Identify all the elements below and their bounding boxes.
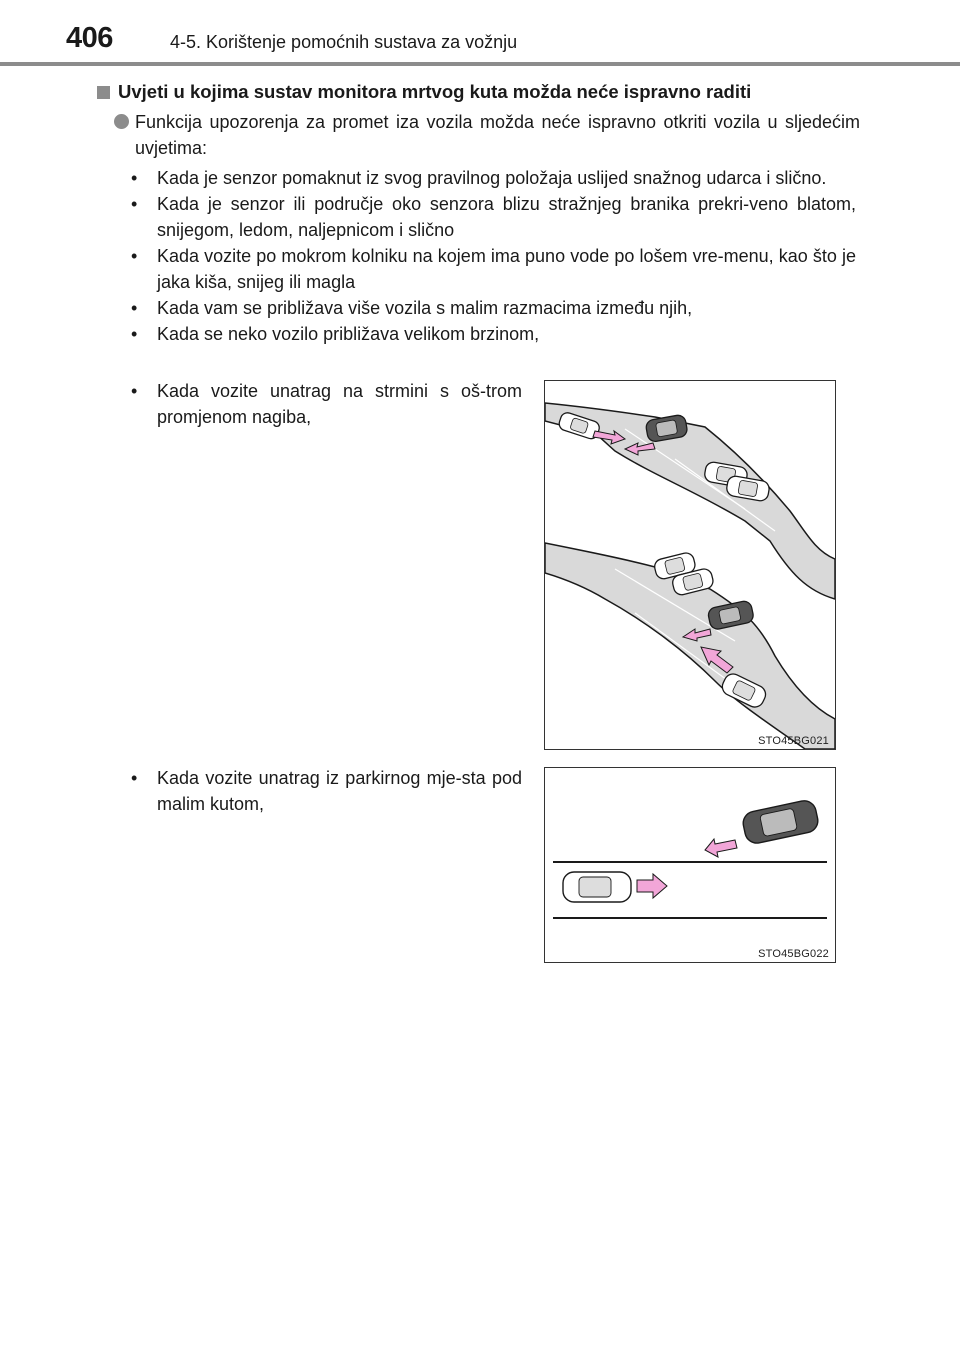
bullet-dot: • — [131, 246, 138, 266]
square-bullet-icon — [97, 86, 110, 99]
circle-bullet-icon — [114, 114, 129, 129]
bullet-dot: • — [131, 168, 138, 188]
arrow-right-icon — [637, 874, 667, 898]
intro-text: Funkcija upozorenja za promet iza vozila možda neće ispravno otkriti vozila u sljedećim uvjetima: — [135, 112, 860, 158]
figure-caption: STO45BG022 — [758, 948, 829, 960]
car-icon — [563, 872, 631, 902]
figure-steep-slope — [544, 380, 836, 750]
list-item-text: Kada vozite unatrag na strmini s oš-trom promjenom nagiba, — [157, 381, 522, 427]
list-item-text: Kada je senzor ili područje oko senzora blizu stražnjeg branika prekri-veno blatom, snijegom, ledom, naljepnicom i slično — [157, 194, 856, 240]
list-item-text: Kada se neko vozilo približava velikom brzinom, — [157, 324, 540, 344]
list-item — [130, 321, 856, 347]
bullet-dot: • — [131, 768, 138, 788]
parking-angle-illustration — [545, 768, 835, 962]
list-item-text: Kada vozite po mokrom kolniku na kojem ima puno vode po lošem vre-menu, kao što je jaka kiša, snijeg ili magla — [157, 246, 856, 292]
arrow-left-icon — [705, 839, 737, 857]
steep-slope-illustration — [545, 381, 835, 749]
list-item — [130, 165, 856, 191]
header-rule — [0, 62, 960, 66]
list-item — [130, 295, 856, 321]
list-item-text: Kada je senzor pomaknut iz svog pravilnog položaja uslijed snažnog udarca i slično. — [157, 168, 827, 188]
list-item — [130, 243, 856, 295]
list-item-parking-angle — [130, 765, 522, 817]
bullet-dot: • — [131, 298, 138, 318]
intro-paragraph — [114, 109, 860, 161]
section-heading — [97, 81, 877, 103]
list-item — [130, 191, 856, 243]
bullet-dot: • — [131, 194, 138, 214]
condition-list — [130, 165, 856, 347]
bullet-dot: • — [131, 381, 138, 401]
chapter-title: 4-5. Korištenje pomoćnih sustava za vožnju — [170, 32, 518, 52]
bullet-dot: • — [131, 324, 138, 344]
suv-icon — [741, 799, 820, 846]
figure-caption: STO45BG021 — [758, 735, 829, 747]
list-item-text: Kada vam se približava više vozila s malim razmacima između njih, — [157, 298, 693, 318]
figure-parking-angle — [544, 767, 836, 963]
page-number: 406 — [66, 22, 113, 54]
list-item-steep-slope — [130, 378, 522, 430]
section-heading-text: Uvjeti u kojima sustav monitora mrtvog kuta možda neće ispravno raditi — [118, 81, 752, 102]
list-item-text: Kada vozite unatrag iz parkirnog mje-sta pod malim kutom, — [157, 768, 522, 814]
